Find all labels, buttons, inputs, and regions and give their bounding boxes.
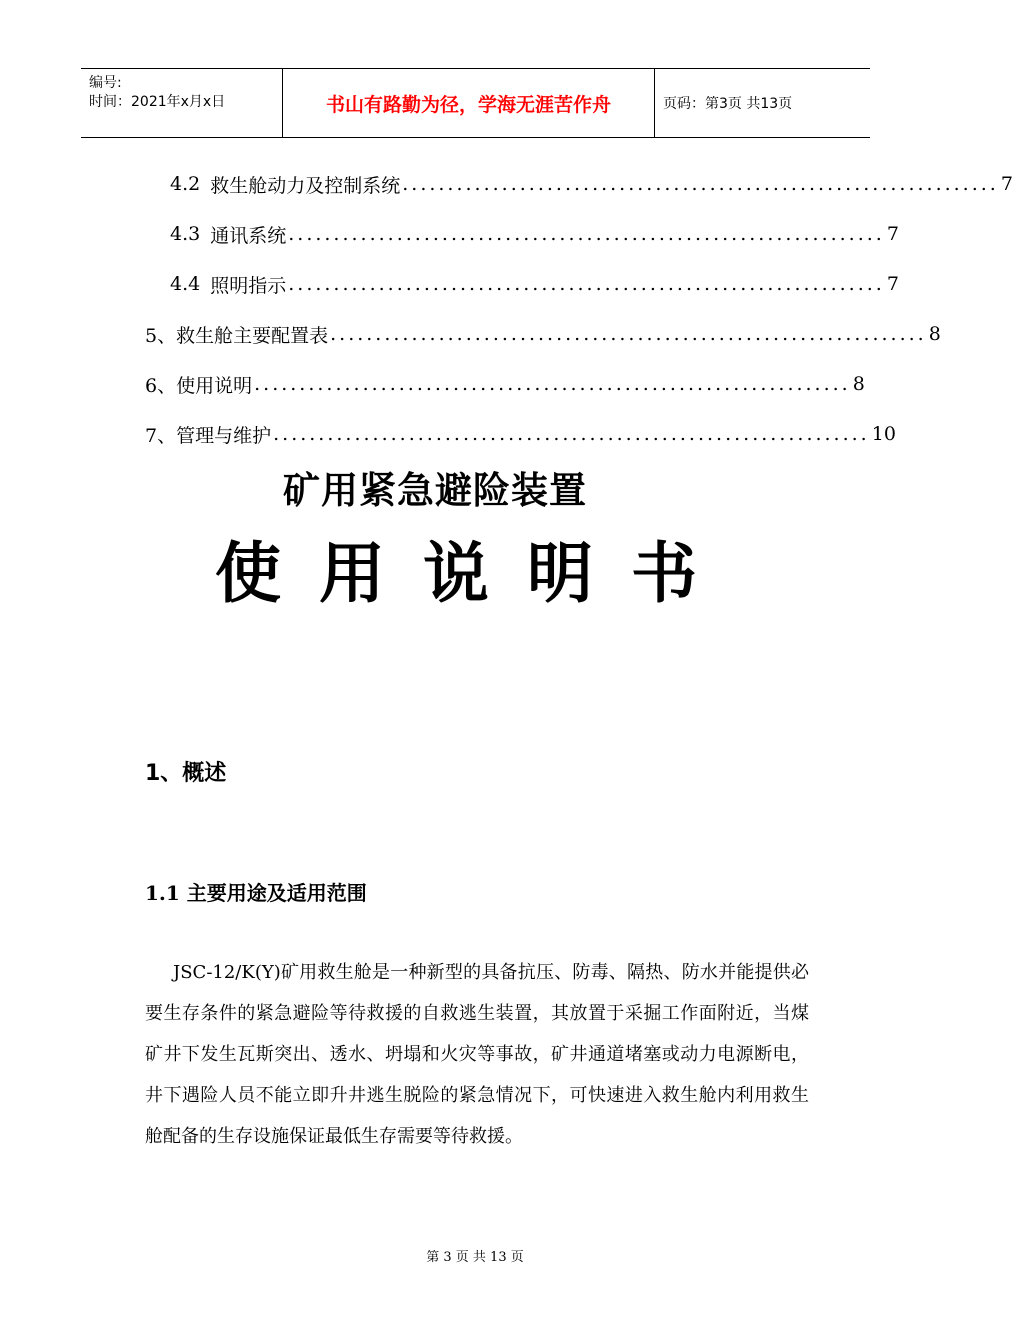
toc-entry-page: 8 [852, 373, 865, 395]
toc-leader-dots: .................................................................. [273, 423, 870, 445]
toc-entry-4-3[interactable] [170, 219, 899, 249]
toc-entry-number: 5、 [145, 324, 177, 347]
page-header [81, 68, 870, 138]
toc-leader-dots: .................................................................. [330, 323, 927, 345]
toc-entry-title: 救生舱主要配置表 [176, 324, 329, 347]
toc-entry-4-2[interactable] [170, 169, 1013, 199]
toc-entry-page: 7 [886, 223, 899, 245]
toc-entry-number: 4.4 [170, 273, 201, 295]
toc-entry-4-4[interactable] [170, 269, 899, 299]
toc-entry-number: 7、 [145, 424, 177, 447]
header-motto: 书山有路勤为径，学海无涯苦作舟 [282, 69, 655, 137]
toc-entry-number: 6、 [145, 374, 177, 397]
toc-entry-title: 使用说明 [176, 374, 253, 397]
toc-entry-title: 管理与维护 [176, 424, 272, 447]
toc-entry-number: 4.2 [170, 173, 201, 195]
document-title-line1: 矿用紧急避险装置 [283, 469, 587, 512]
date-label: 时间：2021年x月x日 [89, 94, 226, 110]
toc-entry-title: 通讯系统 [210, 224, 287, 247]
toc-entry-number: 4.3 [170, 223, 201, 245]
toc-leader-dots: .................................................................. [402, 173, 999, 195]
code-label: 编号: [89, 75, 122, 91]
toc-entry-7[interactable] [145, 419, 896, 449]
toc-entry-page: 7 [886, 273, 899, 295]
toc-entry-page: 7 [1000, 173, 1013, 195]
section-heading-overview: 1、概述 [145, 761, 227, 786]
toc-entry-page: 8 [928, 323, 941, 345]
toc-leader-dots: .................................................................. [288, 273, 885, 295]
toc-entry-6[interactable] [145, 369, 865, 399]
toc-entry-title: 救生舱动力及控制系统 [210, 174, 401, 197]
toc-leader-dots: .................................................................. [288, 223, 885, 245]
subsection-heading-purpose-scope: 1.1 主要用途及适用范围 [145, 881, 367, 905]
toc-entry-5[interactable] [145, 319, 941, 349]
toc-entry-title: 照明指示 [210, 274, 287, 297]
header-page-info: 页码：第3页 共13页 [663, 96, 793, 112]
document-title-line2: 使用说明书 [215, 535, 735, 612]
toc-entry-page: 10 [871, 423, 896, 445]
header-left-cell [81, 69, 282, 137]
page-footer: 第 3 页 共 13 页 [426, 1250, 524, 1265]
body-paragraph: JSC-12/K(Y)矿用救生舱是一种新型的具备抗压、防毒、隔热、防水并能提供必要生存条件的紧急避险等待救援的自救逃生装置，其放置于采掘工作面附近，当煤矿井下发生瓦斯突出、透水、坍塌和火灾等事故，矿井通道堵塞或动力电源断电，井下遇险人员不能立即升井逃生脱险的紧急情况下，可快速进入救生舱内利用救生舱配备的生存设施保证最低生存需要等待救援。 [145, 962, 809, 1147]
toc-leader-dots: .................................................................. [254, 373, 851, 395]
